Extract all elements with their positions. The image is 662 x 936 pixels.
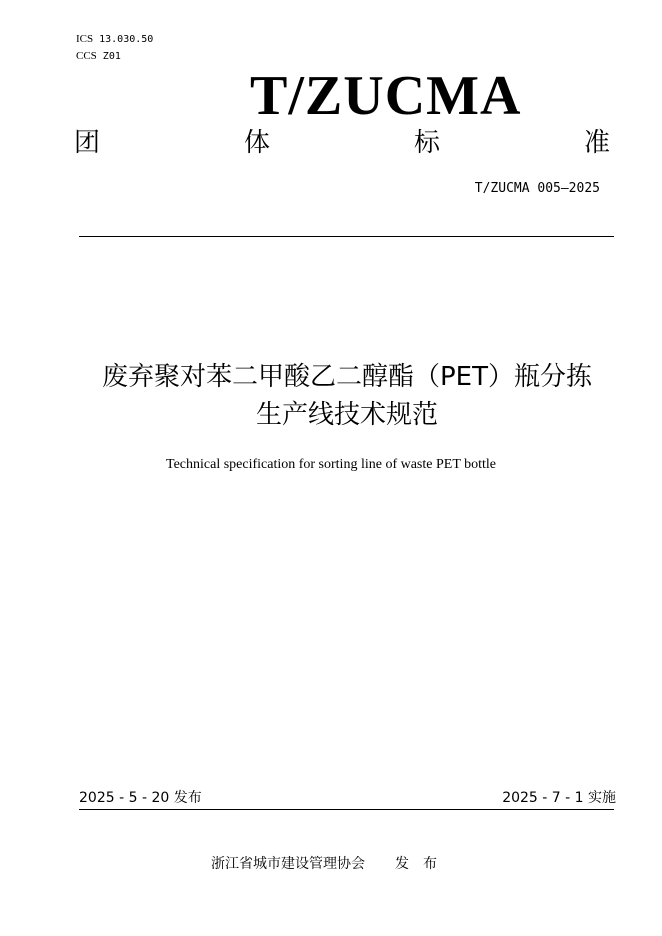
publisher-action: 发布 [395,856,451,872]
publisher-organization: 浙江省城市建设管理协会 [211,856,365,872]
standard-type-char: 团 [74,128,101,158]
standard-type-char: 体 [243,128,270,158]
ccs-code: Z01 [102,51,121,62]
header-divider [79,236,614,237]
chinese-title-line-2: 生产线技术规范 [255,400,438,430]
implementation-date: 2025 - 7 - 1 实施 [502,790,616,806]
ics-label: ICS [76,33,94,45]
ics-code: 13.030.50 [99,34,154,45]
footer-divider [79,809,614,810]
publisher-line [0,855,662,873]
publish-date: 2025 - 5 - 20 发布 [79,790,202,806]
organization-logo: T/ZUCMA [250,65,522,127]
ccs-label: CCS [76,50,97,62]
ics-classification [76,32,153,47]
english-title: Technical specification for sorting line of waste PET bottle [166,457,496,472]
standard-number: T/ZUCMA 005—2025 [474,181,600,196]
standard-type-heading [74,126,610,160]
chinese-title-line-1: 废弃聚对苯二甲酸乙二醇酯（PET）瓶分拣 [102,362,592,392]
standard-type-char: 准 [583,128,610,158]
ccs-classification [76,49,121,64]
chinese-title [60,358,634,434]
standard-type-char: 标 [413,128,440,158]
